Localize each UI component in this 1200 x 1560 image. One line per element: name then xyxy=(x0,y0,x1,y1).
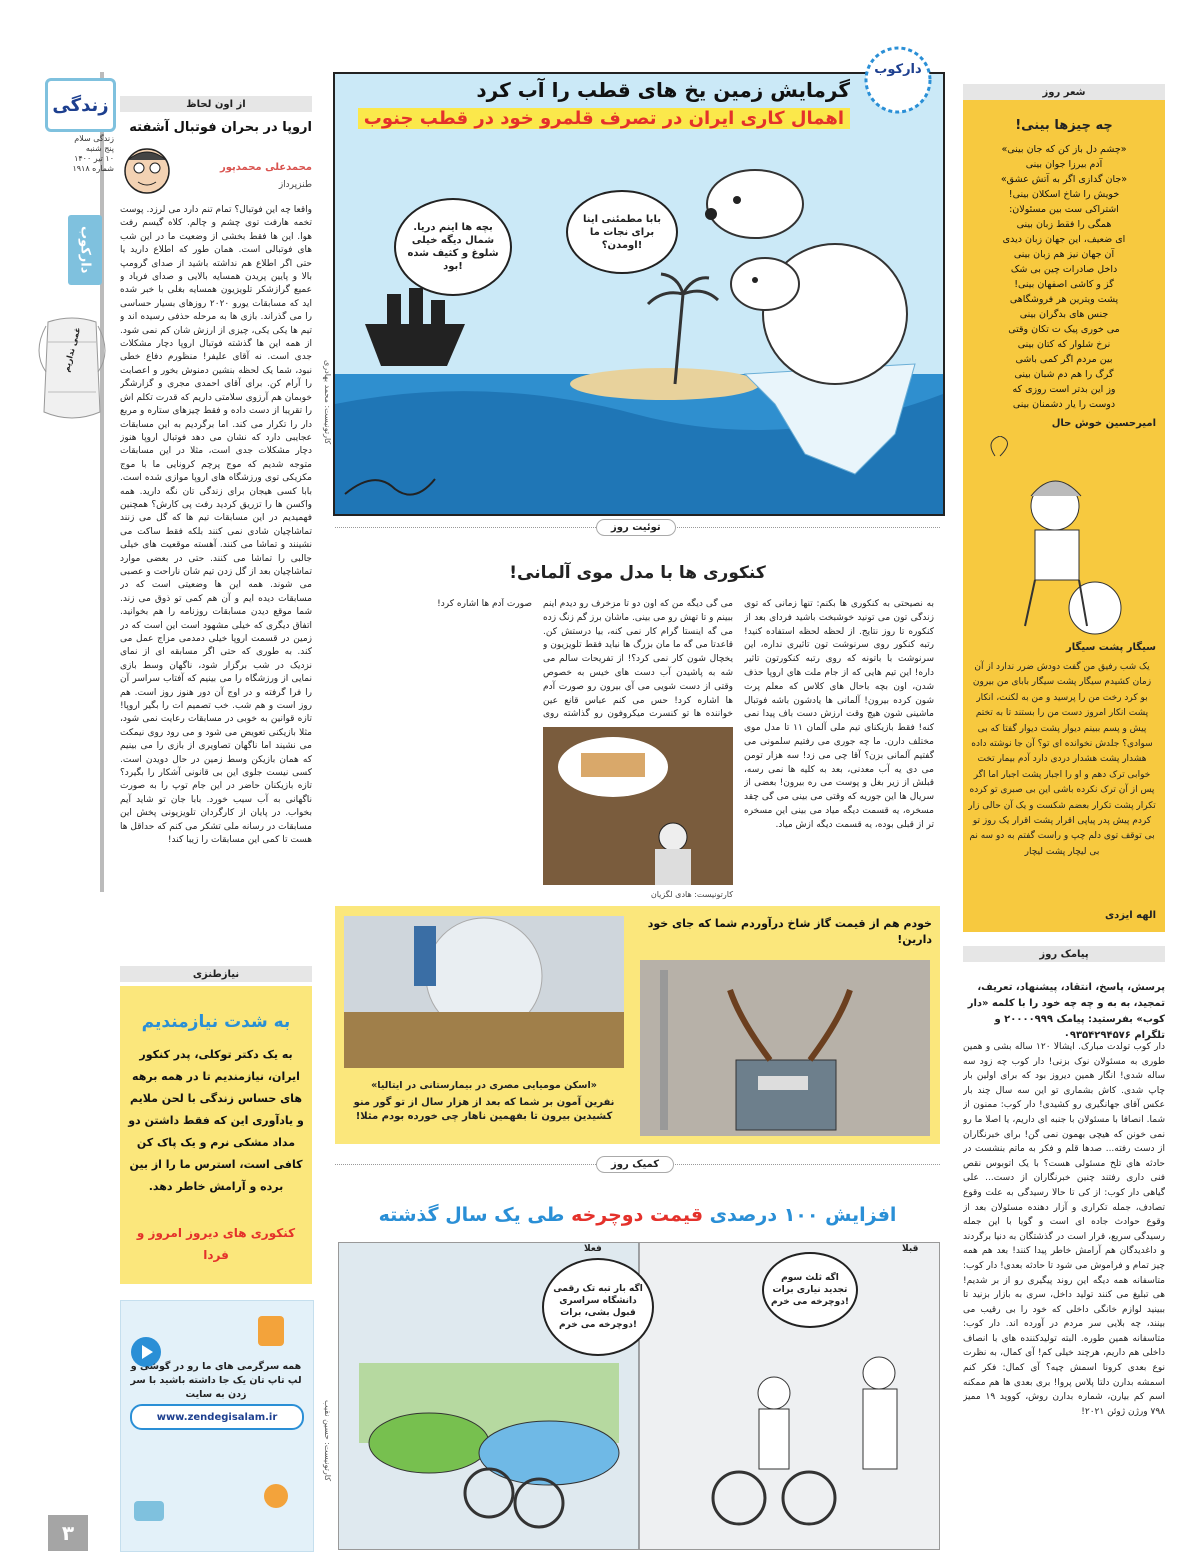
poem-line: وز این بدتر است روزی که xyxy=(1012,384,1116,395)
sms-intro: پرسش، پاسخ، انتقاد، پیشنهاد، تعریف، تمجید، به به و چه چه خود را با کلمه «دار کوب» بفرستید: پیامک ۲۰۰۰۰۹۹۹ و تلگرام ۰۹۳۵۴۲۹۴۵۷۶ xyxy=(967,982,1165,1041)
issue-info xyxy=(54,134,114,174)
ad-text: همه سرگرمی های ما رو در گوشی و لپ تاپ تان یک جا داشته باشید با سر زدن به سایت xyxy=(130,1361,302,1400)
issue-line: زندگی سلام xyxy=(74,134,114,143)
tweet-column-right: به نصیحتی به کنکوری ها بکنم: تنها زمانی که توی زندگی تون می تونید خوشبخت باشید فردای بعد از کنکوره تا روز نتایج. از لحظه لحظه استفاده کنید! رتبه کنکور روی سرنوشت تون تاثیری نداره، این سرنوشت با باتونه که روی رتبه کنکورتون تاثیر داره! این تیم هایی که از جام ملت های اروپا حذف شدن، اون بچه باحال های کلاس که معلم پرت شون کرده بیرون! آلمانی ها یادشون باشه فوتبال ماشینی شون هیچ وقت ارزش دست باف پیدا نمی کنه! فقط بازیکنای تیم ملی آلمان ۱۱ تا مدل موی مختلف دارن. ما چه جوری می رفتیم سلمونی می گفتیم آلمانی بزن؟ آقا چی می زد! سه هزار تومن می دی یه آب معدنی، بعد به کلیه ها نمی رسه، قبلش از زیر بغل و پوست می ره بیرون! بعضی از سریال ها این جوریه که وقتی می بینی می گی چقد مسخره، یه قسمت دیگه میاد می بینی این مسخره تر از قبلی بوده، یه قسمت دیگه ازش میاد. xyxy=(744,599,934,830)
poem-line: گز و کاشی اصفهان بینی! xyxy=(1014,279,1114,290)
issue-line: شماره ۱۹۱۸ xyxy=(72,164,114,173)
poem-author: امیرحسین خوش حال xyxy=(1051,418,1156,429)
site-url-link[interactable]: www.zendegisalam.ir xyxy=(130,1404,304,1430)
poem-line: آن جهان نیز هم زبان بینی xyxy=(1013,249,1115,260)
smoker-illustration xyxy=(975,436,1155,636)
tweet-cartoon-credit: کارتونیست: هادی لگزیان xyxy=(650,890,733,899)
comic-bubble-before: اگه ثلث سوم تجدید نیاری برات دوچرخه می خرم! xyxy=(762,1252,858,1328)
cartoon-credit: کارتونیست: محمد بهادری xyxy=(323,360,332,445)
niaz-body: به یک دکتر توکلی، پدر کنکور ایران، نیازمندیم تا در همه برهه های حساس زندگی با لحن ملایم و یادآوری این که فقط داشتن دو مداد مشکی نرم و یک پاک کن کافی است، استرس ما را از بین برده و آرامش خاطر دهد. xyxy=(128,1048,304,1193)
comic-bubble-now: اگه بار تبه تک رقمی دانشگاه سراسری قبول بشی، برات دوچرخه می خرم! xyxy=(542,1258,654,1356)
column-header: از اون لحاظ xyxy=(120,96,312,112)
column-title: اروپا در بحران فوتبال آشفته xyxy=(129,120,312,135)
issue-line: پنج شنبه xyxy=(85,144,114,153)
tweet-cartoon-scene xyxy=(543,727,733,885)
author-role: طنزپرداز xyxy=(278,180,312,190)
poem-line: می خوری پیک ت تکان وقتی xyxy=(1008,324,1120,335)
speech-bubble-boat: بچه ها اینم دریا. شمال دیگه خیلی شلوغ و کثیف شده بود! xyxy=(394,198,512,296)
mummy-photo xyxy=(344,916,624,1068)
poem-verses xyxy=(968,142,1160,412)
author-name: محمدعلی محمدپور xyxy=(219,162,312,173)
cigarette-poem: یک شب رفیق من گفت دودش ضرر ندارد از آن زمان کشیدم سیگار پشت سیگار بابای من بیرون بو کرد رخت من را پرسید و من به لکنت، انکار پشت انکار امروز دست من را بستند تا به تختم پیش و پسم ببینم دیوار پشت دیوار گفتا که بی سوادی؟ جلدش نخوانده ای تو؟ آن جا نوشته داده هشدار پشت هشدار دردی دارد آدم بیمار تخت خوابی ترک دهم و او را اجبار پشت اجبار اما اگر پس از آن ترک نکرده باشی این بی صبری تو کرده تکرار پشت تکرار بعضم شکست و یک آن حالی زار کردم پیش پدر پیاپی اقرار پشت اقرار یک روز تو بی توقف توی دلم چپ و راست گفتم به دو سه نم بی لیچار پشت لیچار xyxy=(968,662,1156,857)
tweet-column-left xyxy=(340,598,532,893)
cartoon-headline1: گرمایش زمین یخ های قطب را آب کرد xyxy=(476,78,850,102)
niaz-closing: کنکوری های دیروز امروز و فردا xyxy=(136,1226,296,1262)
speech-bubble-bear: بابا مطمئنی اینا برای نجات ما اومدن؟! xyxy=(566,190,678,274)
cartoon-headline2: اهمال کاری ایران در تصرف قلمرو خود در قطب جنوب xyxy=(358,108,850,129)
tweet-section-pill: توئیت روز xyxy=(596,519,676,536)
page-number: ۳ xyxy=(48,1515,88,1551)
comic-credit: کارتونیست: حسین نقیب xyxy=(323,1400,332,1482)
tweet-col-left-cont: صورت آدم ها اشاره کرد! xyxy=(437,599,532,609)
mummy-photo-scene xyxy=(344,916,624,1068)
poem-line: بین مردم اگر کمی باشی xyxy=(1015,354,1113,365)
poem-line: دوست را یار دشمنان بینی xyxy=(1012,399,1116,410)
section-tab-darkub: دارکوب xyxy=(68,215,102,285)
sms-messages: دار کوب تولدت مبارک. ایشالا ۱۲۰ ساله بشی و همین طوری به مسئولان نوک بزنی! دار کوب چه زود سه ساله شدی! انگار همین دیروز بود که برای اولین بار چاپ شدی. کاش بشماری تو این سه سال چند بار عکس آقای جهانگیری رو کشیدی! دار کوب: ممنون از شما. انصافا با مسئولان با جنبه ای داریم، یا اصلا ما رو نمی خونن که هیچی بهمون نمی گن! برای خبرنگاران از دست رفته... صدها قلم و فکر به ماتم بنشست در حادثه های تلخ مسئولی هست؟ با یک اتوبوس نقص فنی داری رفتند چنین خبرنگاران از دست... علی گیاهی دار کوب: از کی تا حالا رسیدگی به علت وقوع تصادف، جمله تکراری و آزار دهنده مسئولان بعد از وقوع حوادث جاده ای است و گویا با این جمله رسیدگی سریع، قرار است در گذشتگان به دنیا برگردند و داغدیدگان هم آرامش خاطر پیدا کنند! بعد هم همه چیز تمام و فراموش می شود تا حادثه بعدی! دار کوب: متاسفانه همه دیگه این روند پیگیری رو از بر شدیم! هی تبلیغ می کنند تولید داخل، سری به بازار بزنید تا ببینید لوازم خانگی داخلی که خود را بی رقیب می بینند، چه بلایی سر مردم در آورده اند. دار کوب: متاسفانه همین طوره. البته تولیدکننده های با انصاف داخلی هم داریم، هرچند خیلی کم! آی کمال، به نظرت نوع بعدی کرونا اسمش چیه؟ آی کمال: فکر کنم اسمشه بدارن دلتا پلاس پروا! بری بعدی ها هم ممکنه اسم کم بیارن، شماره بدارن روش، کووید ۱۹ ممیز ۷۹۸ ورژن ژوئن ۲۰۲۱! xyxy=(963,1042,1165,1417)
gas-caption: خودم هم از قیمت گاز شاخ درآوردم شما که جای خود دارین! xyxy=(647,917,932,946)
column-body: واقعا چه این فوتبال؟ تمام تنم دارد می لرزد. پوست تخمه هارفت توی چشم و چالم. کلاه گیسم رفت هوا. این ها فقط بخشی از وضعیت ما در این شب های فوتبالی است. همان طور که اطلاع دارید یا حتی اگر اطلاع هم نداشته باشید از صدای گرومپ بالا و پایین پریدن همسایه بالایی و صدای فریاد و عمیع گرازشکر تلویزیون همسایه بغلی با خبر شده اید که مسابقات یورو ۲۰۲۰ روزهای بسیار حساسی را می گذراند. بازی ها به مرحله حذفی رسیده اند و تیم ها یکی یکی، چیزی از ارزش شان کم نمی شود. از همه این ها گذشته فوتبال اروپا دچار مشکلات جدی است. نه آقای علیفر! منظورم دفاع خطی نبود، شما یک لحظه بنشین دمنوش بخور و اعصابت را آرام کن. برای آقای احمدی مجری و گزارشگر خوبمان هم آرزوی سلامتی داریم که قدرت تکلم اش را تقریبا از دست داده و فقط چیزهای ستاره و مربع دار را تکرار می کند. اما برگردیم به این مسابقات عجایبی دارد که نشان می دهد فوتبال اروپا هنوز دچار مشکلات جدی است، مثلا در این مسابقات متوجه شدیم که موج پرچم کرونایی ما با موج مکزیکی توی ورزشگاه های اروپا موازی شده است. بابا کسی هیجان برای زندگی تان نگه دارید. همه واکسن ها را تزریق کردید رفت پی کارش؟ همچنین فهمیدیم در این مسابقات تیم ها که گل می زنند تماشاچیان شادی نمی کنند بلکه فقط ساکت می نشینند و تماشا می کنند. آهسته موقعیت های خیلی جالبی را تماشا می کنند. حتی در بعضی موارد تماشاچیان بعد از گل زدن تیم شان ناراحت و عصبی می شوند. همه این ها وضعیتی است که در مسابقات دیده ایم و آن هم کمی تو ذوق می زند. شما موقع دیدن مسابقات روزنامه را هم بخوانید. اتفاق دیگری که خیلی مشهود است این است که در زمین در قسمت اروپا خیلی دمدمی مزاج عمل می کند. به طوری که حتی اگر مسابقه ای از نمای نزدیک در شب برگزار شود، ناگهان وسط بازی نمایی از ورزشگاه را می بینیم که آفتاب سراسر آن را فرا گرفته و در اوج آن دور هنوز روز است. هم روز است و هم شب. خب تصمیم ات را بگیر اروپا! تازه قوانین به خوبی در مسابقات رعایت نمی شود، مثلا بازیکنی تعویض می شود و می رود روی نیمکت می نشیند اما ناگهان تصاویری از بازی را می بینیم که همان بازیکن وسط زمین در حال دویدن است. کسی نیست جلوی این بی قانونی آشکار را بگیرد؟ تازه بازیکنان حاضر در این جام توپ را به صورت ناگهانی به آب سیب خورد. بابا جان تو شاید آیم بخواب. در پایان از کارگردان تلویزیونی پخش این مسابقات در رسانه ملی تشکر می کنم که حداقل ها هست تا کمی این مسابقات را زیبا کند! xyxy=(120,205,312,846)
comic-headline xyxy=(335,1204,940,1226)
issue-line: ۱۰ تیر ۱۴۰۰ xyxy=(74,154,114,163)
poem-line: جنس های بدگران بینی xyxy=(1019,309,1109,320)
cigarette-author: الهه ایزدی xyxy=(1104,910,1156,921)
poem-header: شعر روز xyxy=(963,84,1165,100)
tweet-cartoon xyxy=(543,727,733,885)
mask-text: غمی نداریم xyxy=(61,326,83,373)
zendegi-logo: زندگی xyxy=(45,78,116,132)
gas-meter-scene xyxy=(640,960,930,1136)
niaz-title: به شدت نیازمندیم xyxy=(141,1012,291,1032)
poem-line: «چشم دل باز کن که جان بینی» xyxy=(1001,144,1127,155)
comic-section-pill: کمیک روز xyxy=(596,1156,674,1173)
cartoon-headline2-wrap xyxy=(340,108,850,129)
cartoon-scene xyxy=(335,74,943,514)
gas-meter-photo xyxy=(640,960,930,1136)
poem-title: چه چیزها بینی! xyxy=(1015,118,1113,133)
poem-line: همگی را فقط زبان بینی xyxy=(1016,219,1112,230)
poem-line: نرخ شلوار که کتان بینی xyxy=(1017,339,1111,350)
poem-line: پشت ویترین هر فروشگاهی xyxy=(1009,294,1119,305)
cigarette-title: سیگار پشت سیگار xyxy=(1066,642,1156,653)
comic-label-before: قبلا xyxy=(902,1244,919,1254)
mummy-quote: «اسکن مومیایی مصری در بیمارستانی در ایتالیا» xyxy=(371,1080,597,1091)
tweet-column-mid: می گی دیگه من که اون دو تا مزخرف رو دیدم اینم ببینم و تا تهش رو می بینی. ماشان برز گم زنگ زده می گه اینستا گرام کار نمی کنه، بیا درستش کن. قاعدتا می گه ما مان بزرگ ها نباید فقط تلویزیون و یخچال شون کار نمی کرد؟! از تفریحات سالم می شه به پاشیدن آب دست های خیس به خصوص وقتی از دست شویی می آی بیرون رو صورت آدم ها اشاره کرد! حس می کنم عباس قانع عین خواننده ها تو کنسرت میکروفون رو گذاشته روی xyxy=(543,599,733,720)
poem-line: داخل صادرات چین بی شک xyxy=(1010,264,1118,275)
poem-line: آدم بیرزا جوان بینی xyxy=(1025,159,1103,170)
darkub-badge: دارکوب xyxy=(874,62,922,77)
mummy-caption: نفرین آمون بر شما که بعد از هزار سال از تو گور منو کشیدین بیرون تا بفهمین ناهار چی خورده بودم مثلا! xyxy=(353,1097,615,1122)
sms-header: پیامک روز xyxy=(963,946,1165,962)
author-caricature xyxy=(122,146,172,196)
comic-headline-post: طی یک سال گذشته xyxy=(378,1204,565,1226)
comic-headline-accent: قیمت دوچرخه xyxy=(571,1204,704,1226)
sidebar-rule xyxy=(96,72,110,892)
poem-line: اشتراکی ست بین مسئولان: xyxy=(1009,204,1119,215)
comic-headline-pre: افزایش ۱۰۰ درصدی xyxy=(709,1204,897,1226)
darkub-stamp xyxy=(862,44,934,116)
poem-line: «جان گدازی اگر به آتش عشق» xyxy=(1000,174,1128,185)
comic-label-now: فعلا xyxy=(584,1244,602,1254)
niaz-header: نیازطنزی xyxy=(120,966,312,982)
cartoon-headline1-wrap xyxy=(340,78,850,102)
main-cartoon xyxy=(333,72,945,516)
poem-line: گرگ را هم دم شبان بینی xyxy=(1014,369,1114,380)
poem-line: ای ضعیف، این جهان زبان دیدی xyxy=(1002,234,1126,245)
tweet-title: کنکوری ها با مدل موی آلمانی! xyxy=(509,563,766,583)
poem-line: خویش را شاخ اسکلان بینی! xyxy=(1008,189,1120,200)
